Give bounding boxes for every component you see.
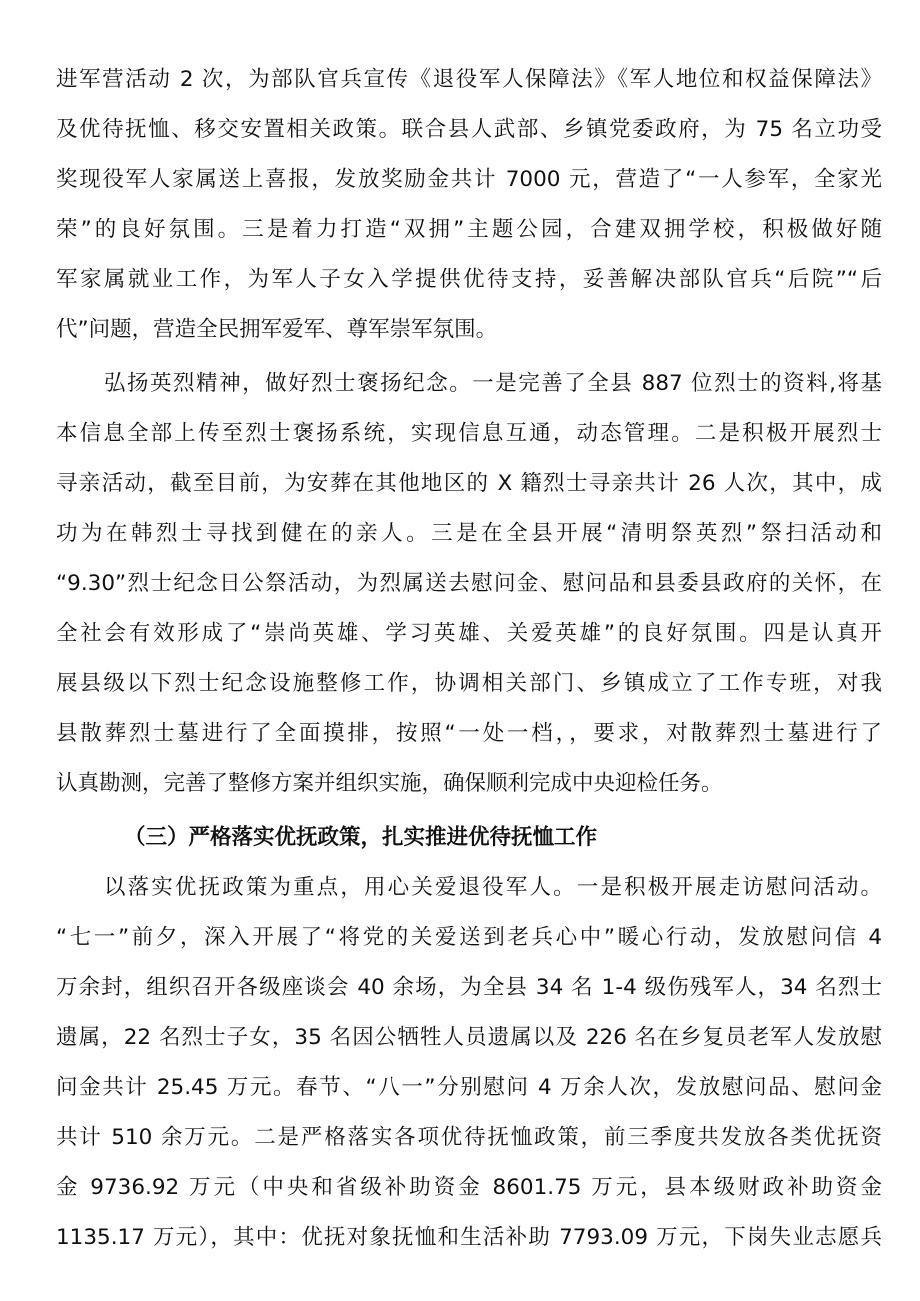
text-line: 问金共计 25.45 万元。春节、“八一”分别慰问 4 万余人次，发放慰问品、慰问金: [56, 1075, 882, 1100]
text-line: 奖现役军人家属送上喜报，发放奖励金共计 7000 元，营造了“一人参军，全家光: [56, 167, 882, 192]
text-line: 及优待抚恤、移交安置相关政策。联合县人武部、乡镇党委政府，为 75 名立功受: [56, 117, 882, 142]
text-line: 功为在韩烈士寻找到健在的亲人。三是在全县开展“清明祭英烈”祭扫活动和: [56, 521, 882, 546]
text-line: 寻亲活动，截至目前，为安葬在其他地区的 X 籍烈士寻亲共计 26 人次，其中，成: [56, 471, 882, 496]
text-line: 展县级以下烈士纪念设施整修工作，协调相关部门、乡镇成立了工作专班，对我: [56, 671, 882, 696]
text-line: 万余封，组织召开各级座谈会 40 余场，为全县 34 名 1-4 级伤残军人，34 名烈士: [56, 975, 882, 1000]
text-line: “七一”前夕，深入开展了“将党的关爱送到老兵心中”暖心行动，发放慰问信 4: [56, 925, 882, 950]
text-line: 进军营活动 2 次，为部队官兵宣传《退役军人保障法》《军人地位和权益保障法》: [56, 67, 882, 92]
text-line: 共计 510 余万元。二是严格落实各项优待抚恤政策，前三季度共发放各类优抚资: [56, 1125, 882, 1150]
text-line: 军家属就业工作，为军人子女入学提供优待支持，妥善解决部队官兵“后院”“后: [56, 267, 882, 292]
text-line: 以落实优抚政策为重点，用心关爱退役军人。一是积极开展走访慰问活动。: [104, 875, 882, 900]
section-heading: （三）严格落实优抚政策，扎实推进优待抚恤工作: [124, 825, 598, 850]
text-line: 本信息全部上传至烈士褒扬系统，实现信息互通，动态管理。二是积极开展烈士: [56, 421, 882, 446]
text-line: 荣”的良好氛围。三是着力打造“双拥”主题公园，合建双拥学校，积极做好随: [56, 217, 882, 242]
text-line: 全社会有效形成了“崇尚英雄、学习英雄、关爱英雄”的良好氛围。四是认真开: [56, 621, 882, 646]
text-line: 代”问题，营造全民拥军爱军、尊军崇军氛围。: [56, 317, 498, 342]
text-line: 认真勘测，完善了整修方案并组织实施，确保顺利完成中央迎检任务。: [56, 771, 723, 796]
text-line: “9.30”烈士纪念日公祭活动，为烈属送去慰问金、慰问品和县委县政府的关怀，在: [56, 571, 882, 596]
text-line: 1135.17 万元），其中：优抚对象抚恤和生活补助 7793.09 万元，下岗失业志愿兵: [56, 1225, 882, 1250]
text-line: 遗属，22 名烈士子女，35 名因公牺牲人员遗属以及 226 名在乡复员老军人发放慰: [56, 1025, 882, 1050]
text-line: 金 9736.92 万元（中央和省级补助资金 8601.75 万元，县本级财政补助资金: [56, 1175, 882, 1200]
text-line: 县散葬烈士墓进行了全面摸排，按照“一处一档，，要求，对散葬烈士墓进行了: [56, 721, 882, 746]
text-line: 弘扬英烈精神，做好烈士褒扬纪念。一是完善了全县 887 位烈士的资料,将基: [104, 371, 882, 396]
